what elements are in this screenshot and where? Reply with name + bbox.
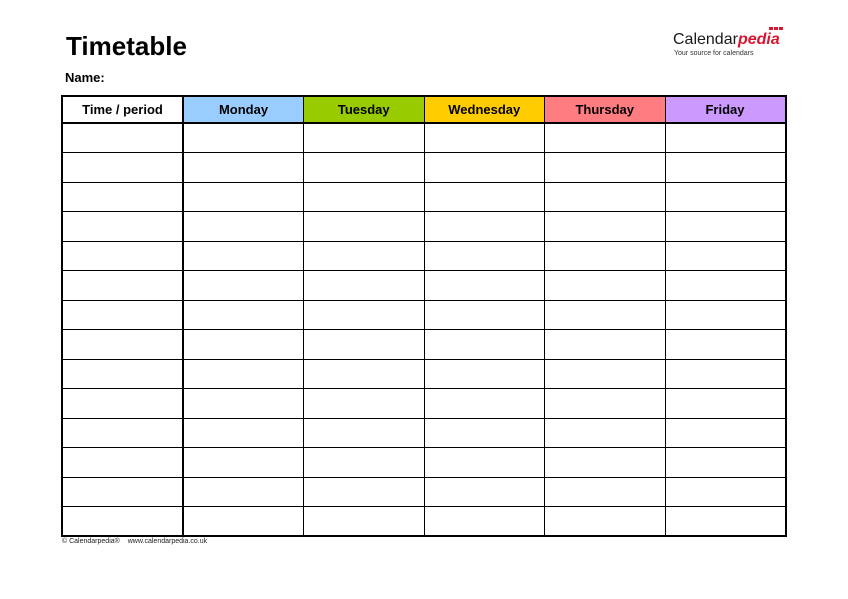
cell-thursday[interactable] (545, 477, 666, 507)
table-row (62, 448, 786, 478)
header-wednesday: Wednesday (424, 96, 545, 123)
cell-tuesday[interactable] (304, 212, 425, 242)
cell-friday[interactable] (665, 359, 786, 389)
cell-wednesday[interactable] (424, 123, 545, 153)
footer-copyright: © Calendarpedia® (62, 538, 120, 545)
cell-monday[interactable] (183, 300, 304, 330)
time-period-cell[interactable] (62, 241, 183, 271)
cell-tuesday[interactable] (304, 507, 425, 537)
name-label: Name: (65, 70, 105, 85)
cell-tuesday[interactable] (304, 389, 425, 419)
time-period-cell[interactable] (62, 212, 183, 242)
time-period-cell[interactable] (62, 123, 183, 153)
cell-friday[interactable] (665, 182, 786, 212)
timetable-grid (61, 95, 787, 537)
logo-tagline: Your source for calendars (674, 50, 754, 57)
table-row (62, 359, 786, 389)
cell-thursday[interactable] (545, 212, 666, 242)
header-time-period: Time / period (62, 96, 183, 123)
page-title: Timetable (66, 31, 187, 61)
cell-friday[interactable] (665, 212, 786, 242)
cell-monday[interactable] (183, 330, 304, 360)
cell-thursday[interactable] (545, 389, 666, 419)
logo-wordmark (673, 30, 793, 50)
time-period-cell[interactable] (62, 448, 183, 478)
cell-monday[interactable] (183, 241, 304, 271)
cell-wednesday[interactable] (424, 182, 545, 212)
cell-friday[interactable] (665, 271, 786, 301)
cell-friday[interactable] (665, 418, 786, 448)
cell-thursday[interactable] (545, 271, 666, 301)
cell-friday[interactable] (665, 330, 786, 360)
cell-friday[interactable] (665, 507, 786, 537)
cell-thursday[interactable] (545, 330, 666, 360)
header-tuesday: Tuesday (304, 96, 425, 123)
cell-tuesday[interactable] (304, 153, 425, 183)
cell-thursday[interactable] (545, 448, 666, 478)
cell-tuesday[interactable] (304, 182, 425, 212)
cell-thursday[interactable] (545, 123, 666, 153)
cell-wednesday[interactable] (424, 330, 545, 360)
logo-word-main: Calendar (673, 31, 738, 48)
cell-tuesday[interactable] (304, 359, 425, 389)
table-row (62, 330, 786, 360)
table-row (62, 241, 786, 271)
cell-thursday[interactable] (545, 241, 666, 271)
time-period-cell[interactable] (62, 359, 183, 389)
cell-friday[interactable] (665, 300, 786, 330)
cell-thursday[interactable] (545, 359, 666, 389)
cell-thursday[interactable] (545, 153, 666, 183)
table-row (62, 507, 786, 537)
cell-monday[interactable] (183, 389, 304, 419)
cell-tuesday[interactable] (304, 241, 425, 271)
table-row (62, 182, 786, 212)
cell-tuesday[interactable] (304, 123, 425, 153)
cell-friday[interactable] (665, 448, 786, 478)
header-row (62, 96, 786, 123)
time-period-cell[interactable] (62, 418, 183, 448)
time-period-cell[interactable] (62, 507, 183, 537)
table-row (62, 418, 786, 448)
time-period-cell[interactable] (62, 153, 183, 183)
cell-thursday[interactable] (545, 300, 666, 330)
cell-monday[interactable] (183, 448, 304, 478)
cell-monday[interactable] (183, 418, 304, 448)
table-row (62, 212, 786, 242)
time-period-cell[interactable] (62, 300, 183, 330)
cell-thursday[interactable] (545, 182, 666, 212)
time-period-cell[interactable] (62, 330, 183, 360)
calendarpedia-logo (673, 30, 793, 62)
cell-tuesday[interactable] (304, 448, 425, 478)
timetable-body (62, 123, 786, 536)
cell-wednesday[interactable] (424, 477, 545, 507)
cell-wednesday[interactable] (424, 271, 545, 301)
table-row (62, 300, 786, 330)
cell-monday[interactable] (183, 153, 304, 183)
cell-wednesday[interactable] (424, 389, 545, 419)
table-row (62, 123, 786, 153)
cell-wednesday[interactable] (424, 448, 545, 478)
cell-tuesday[interactable] (304, 330, 425, 360)
cell-monday[interactable] (183, 359, 304, 389)
cell-thursday[interactable] (545, 418, 666, 448)
cell-tuesday[interactable] (304, 418, 425, 448)
cell-monday[interactable] (183, 182, 304, 212)
time-period-cell[interactable] (62, 389, 183, 419)
footer (62, 537, 207, 546)
table-row (62, 389, 786, 419)
cell-tuesday[interactable] (304, 300, 425, 330)
header-friday: Friday (665, 96, 786, 123)
cell-wednesday[interactable] (424, 153, 545, 183)
footer-url[interactable]: www.calendarpedia.co.uk (127, 538, 208, 545)
cell-monday[interactable] (183, 212, 304, 242)
cell-friday[interactable] (665, 389, 786, 419)
cell-wednesday[interactable] (424, 300, 545, 330)
cell-wednesday[interactable] (424, 212, 545, 242)
time-period-cell[interactable] (62, 271, 183, 301)
cell-tuesday[interactable] (304, 271, 425, 301)
table-row (62, 477, 786, 507)
cell-friday[interactable] (665, 123, 786, 153)
cell-monday[interactable] (183, 507, 304, 537)
cell-friday[interactable] (665, 153, 786, 183)
calendar-grid-icon (769, 27, 783, 30)
cell-wednesday[interactable] (424, 418, 545, 448)
table-row (62, 271, 786, 301)
header-monday: Monday (183, 96, 304, 123)
cell-wednesday[interactable] (424, 359, 545, 389)
time-period-cell[interactable] (62, 477, 183, 507)
table-row (62, 153, 786, 183)
cell-wednesday[interactable] (424, 241, 545, 271)
time-period-cell[interactable] (62, 182, 183, 212)
cell-tuesday[interactable] (304, 477, 425, 507)
cell-friday[interactable] (665, 241, 786, 271)
cell-friday[interactable] (665, 477, 786, 507)
cell-wednesday[interactable] (424, 507, 545, 537)
cell-thursday[interactable] (545, 507, 666, 537)
cell-monday[interactable] (183, 271, 304, 301)
cell-monday[interactable] (183, 123, 304, 153)
header-thursday: Thursday (545, 96, 666, 123)
logo-word-accent: pedia (737, 31, 780, 48)
cell-monday[interactable] (183, 477, 304, 507)
